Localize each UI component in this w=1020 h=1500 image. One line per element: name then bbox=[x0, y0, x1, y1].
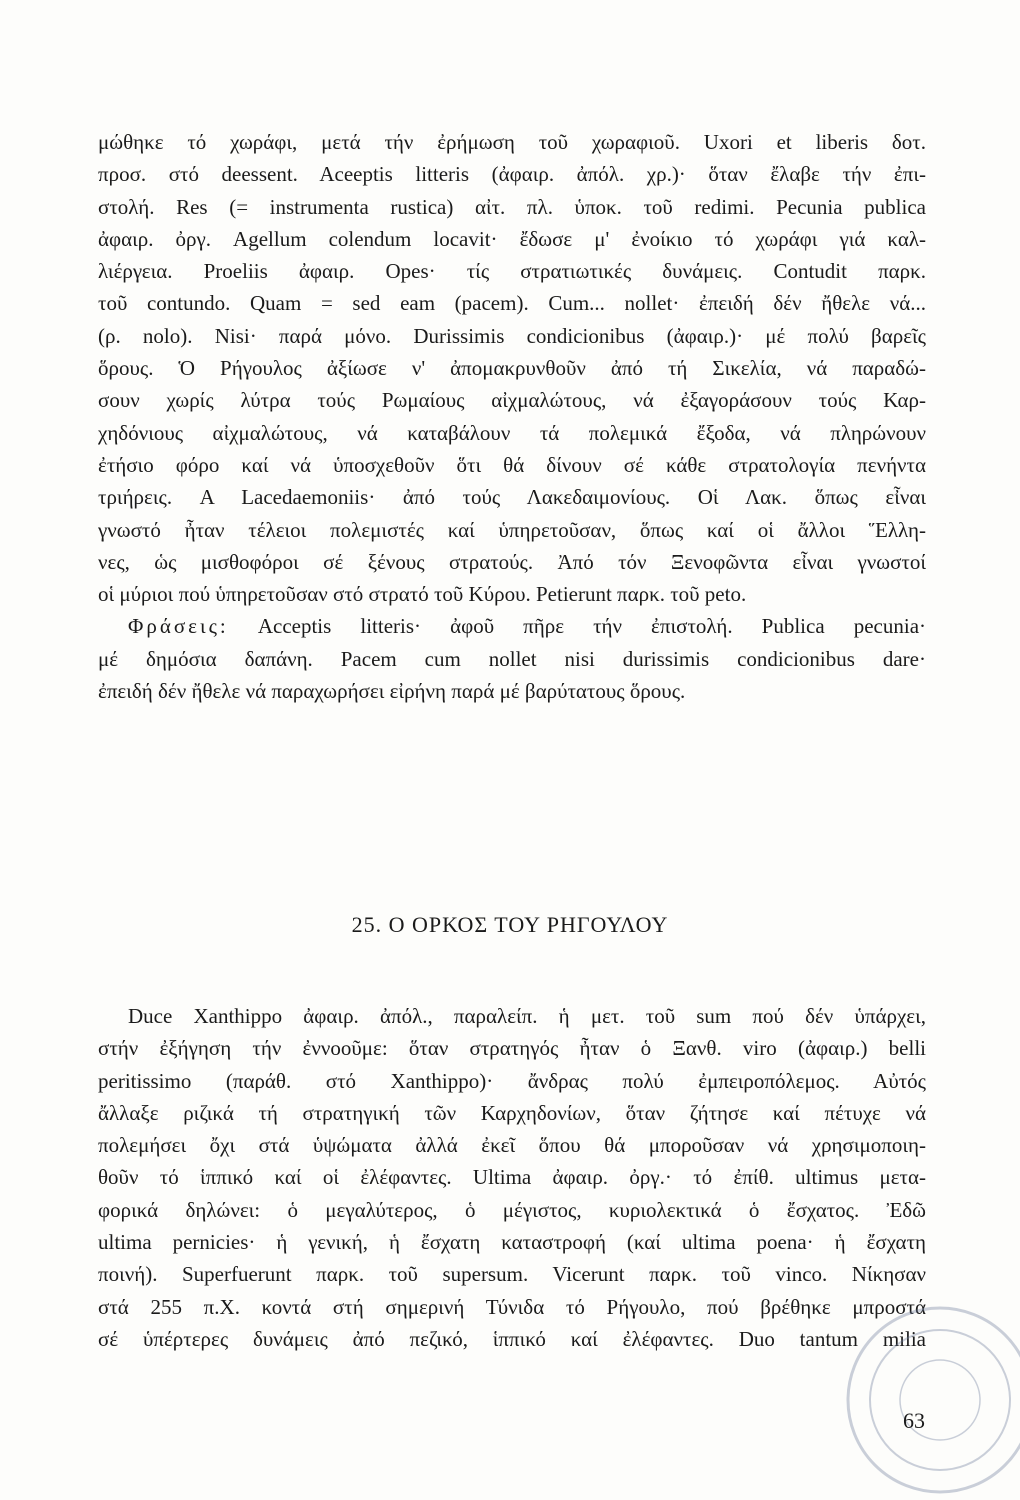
text-line: προσ. στό deessent. Aceeptis litteris (ἀφαιρ. ἀπόλ. χρ.)· ὅταν ἔλαβε τήν ἐπι- bbox=[98, 162, 926, 187]
commentary-paragraph bbox=[98, 1000, 926, 1355]
text-line: τριήρεις. A Lacedaemoniis· ἀπό τούς Λακεδαιμονίους. Οἱ Λακ. ὅπως εἶναι bbox=[98, 485, 926, 510]
text-line: ultima pernicies· ἡ γενική, ἡ ἔσχατη καταστροφή (καί ultima poena· ἡ ἔσχατη bbox=[98, 1230, 926, 1255]
page-number: 63 bbox=[903, 1408, 925, 1433]
phrases-line: ἐπειδή δέν ἤθελε νά παραχωρήσει εἰρήνη παρά μέ βαρύτατους ὅρους. bbox=[98, 679, 686, 704]
text-line: peritissimo (παράθ. στό Xanthippo)· ἄνδρας πολύ ἐμπειροπόλεμος. Αὐτός bbox=[98, 1068, 926, 1093]
text-line: μώθηκε τό χωράφι, μετά τήν ἐρήμωση τοῦ χωραφιοῦ. Uxori et liberis δοτ. bbox=[98, 130, 926, 154]
text-line: στά 255 π.Χ. κοντά στή σημερινή Τύνιδα τό Ρήγουλο, πού βρέθηκε μπροστά bbox=[98, 1294, 926, 1319]
section-heading: 25. Ο ΟΡΚΟΣ ΤΟΥ ΡΗΓΟΥΛΟΥ bbox=[351, 912, 669, 937]
text-line: ἐτήσιο φόρο καί νά ὑποσχεθοῦν ὅτι θά δίνουν σέ κάθε στρατολογία πενήντα bbox=[98, 452, 926, 477]
text-line: τοῦ contundo. Quam = sed eam (pacem). Cum... nollet· ἐπειδή δέν ἤθελε νά... bbox=[98, 291, 926, 316]
text-line: γνωστό ἦταν τέλειοι πολεμιστές καί ὑπηρετοῦσαν, ὅπως καί οἱ ἄλλοι Ἕλλη- bbox=[98, 517, 926, 542]
text-line: ἀφαιρ. ὀργ. Agellum colendum locavit· ἔδωσε μ' ἐνοίκιο τό χωράφι γιά καλ- bbox=[98, 226, 926, 251]
text-line: θοῦν τό ἱππικό καί οἱ ἐλέφαντες. Ultima ἀφαιρ. ὀργ.· τό ἐπίθ. ultimus μετα- bbox=[98, 1165, 926, 1190]
text-line: φορικά δηλώνει: ὁ μεγαλύτερος, ὁ μέγιστος, κυριολεκτικά ὁ ἔσχατος. Ἐδῶ bbox=[98, 1197, 926, 1222]
text-line: σουν χωρίς λύτρα τούς Ρωμαίους αἰχμαλώτους, νά ἐξαγοράσουν τούς Καρ- bbox=[98, 388, 926, 413]
text-line: οἱ μύριοι πού ὑπηρετοῦσαν στό στρατό τοῦ Κύρου. Petierunt παρκ. τοῦ peto. bbox=[98, 582, 747, 607]
text-line: Duce Xanthippo ἀφαιρ. ἀπόλ., παραλείπ. ἡ μετ. τοῦ sum πού δέν ὑπάρχει, bbox=[128, 1004, 926, 1028]
phrases-text: Acceptis litteris· ἀφοῦ πῆρε τήν ἐπιστολή. Publica pecunia· bbox=[257, 614, 926, 639]
phrases-label: Φράσεις: bbox=[128, 614, 229, 639]
library-stamp-icon bbox=[840, 1300, 1020, 1500]
text-line: νες, ὡς μισθοφόροι σέ ξένους στρατούς. Ἀπό τόν Ξενοφῶντα εἶναι γνωστοί bbox=[98, 549, 926, 574]
text-line: χηδόνιους αἰχμαλώτους, νά καταβάλουν τά πολεμικά ἔξοδα, νά πληρώνουν bbox=[98, 420, 926, 445]
text-line: πολεμήσει ὄχι στά ὑψώματα ἀλλά ἐκεῖ ὅπου θά μποροῦσαν νά χρησιμοποιη- bbox=[98, 1133, 926, 1158]
phrases-line: μέ δημόσια δαπάνη. Pacem cum nollet nisi durissimis condicionibus dare· bbox=[98, 646, 926, 671]
text-line: (ρ. nolo). Nisi· παρά μόνο. Durissimis condicionibus (ἀφαιρ.)· μέ πολύ βαρεῖς bbox=[98, 323, 926, 348]
text-line: στολή. Res (= instrumenta rustica) αἰτ. πλ. ὑποκ. τοῦ redimi. Pecunia publica bbox=[98, 194, 926, 219]
text-line: στήν ἐξήγηση τήν ἐννοοῦμε: ὅταν στρατηγός ἦταν ὁ Ξανθ. viro (ἀφαιρ.) belli bbox=[98, 1036, 926, 1061]
text-line: λιέργεια. Proeliis ἀφαιρ. Opes· τίς στρατιωτικές δυνάμεις. Contudit παρκ. bbox=[98, 259, 926, 284]
text-line: σέ ὑπέρτερες δυνάμεις ἀπό πεζικό, ἱππικό καί ἐλέφαντες. Duo tantum milia bbox=[98, 1326, 926, 1351]
phrases-line bbox=[98, 610, 926, 642]
commentary-paragraph bbox=[98, 126, 926, 707]
text-line: ὅρους. Ὁ Ρήγουλος ἀξίωσε ν' ἀπομακρυνθοῦν ἀπό τή Σικελία, νά παραδώ- bbox=[98, 356, 926, 381]
text-line: ἄλλαξε ριζικά τή στρατηγική τῶν Καρχηδονίων, ὅταν ζήτησε καί πέτυχε νά bbox=[98, 1100, 926, 1125]
text-line: ποινή). Superfuerunt παρκ. τοῦ supersum. Vicerunt παρκ. τοῦ vinco. Νίκησαν bbox=[98, 1262, 926, 1287]
